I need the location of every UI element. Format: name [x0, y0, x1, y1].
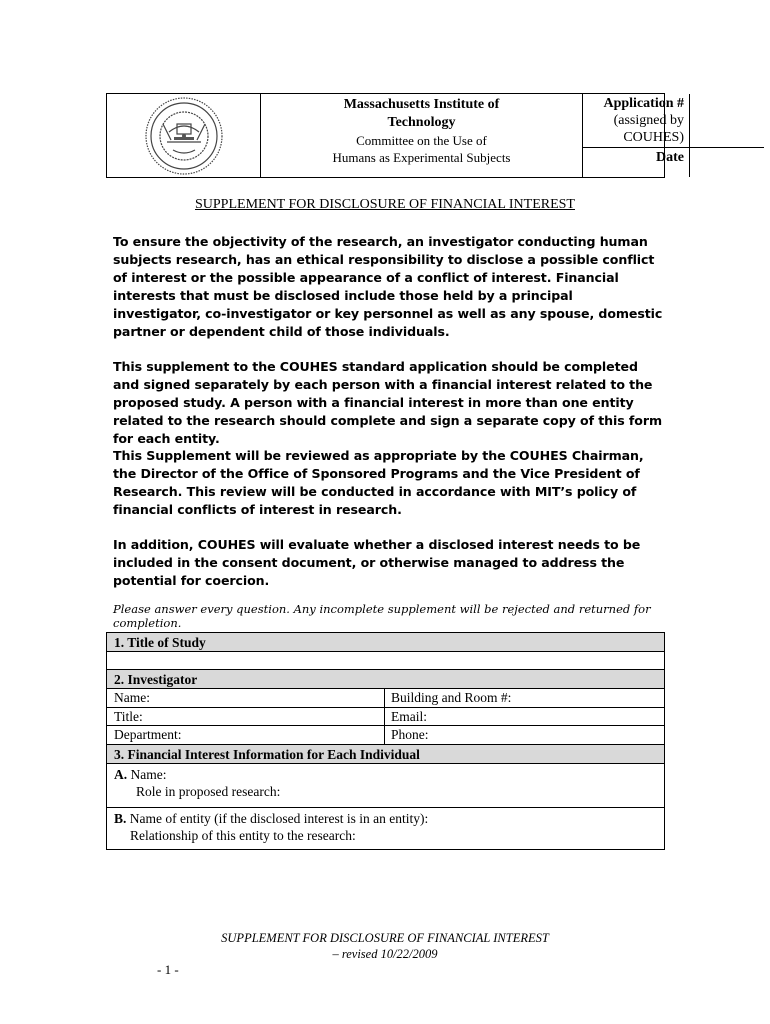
- application-number-line1: Application #: [603, 96, 684, 111]
- financial-interest-b[interactable]: [107, 808, 664, 849]
- instructions-note: Please answer every question. Any incomplete supplement will be rejected and returned for completion.: [113, 602, 651, 630]
- financial-interest-a[interactable]: [107, 764, 664, 808]
- application-number-line3: COUHES): [623, 130, 684, 145]
- section-financial-interest: 3. Financial Interest Information for Each Individual: [107, 745, 664, 764]
- investigator-row-title: [107, 708, 664, 727]
- mit-seal-cell: [107, 94, 261, 177]
- document-title: SUPPLEMENT FOR DISCLOSURE OF FINANCIAL INTEREST: [195, 197, 575, 212]
- paragraph-consent: In addition, COUHES will evaluate whether a disclosed interest needs to be included in the consent document, or otherwise managed to address the potential for coercion.: [113, 537, 641, 588]
- header-table: [106, 93, 684, 178]
- phone-field[interactable]: Phone:: [391, 727, 429, 742]
- date-label: Date: [583, 148, 690, 177]
- date-field[interactable]: [690, 148, 764, 177]
- institution-cell: [261, 94, 583, 177]
- footer-line1: SUPPLEMENT FOR DISCLOSURE OF FINANCIAL INTEREST: [221, 931, 549, 945]
- committee-line2: Humans as Experimental Subjects: [332, 150, 511, 165]
- building-room-field[interactable]: Building and Room #:: [391, 690, 512, 705]
- paragraph-supplement: This supplement to the COUHES standard application should be completed and signed separately by each person with a financial interest related to the proposed study. A person with a financial interest in more than one entity related to the research should complete and sign a separate copy of this form for each entity.: [113, 359, 662, 446]
- footer-line2: – revised 10/22/2009: [332, 947, 438, 961]
- page-footer: [0, 930, 770, 962]
- investigator-row-department: [107, 726, 664, 745]
- department-field[interactable]: Department:: [107, 726, 385, 744]
- email-field[interactable]: Email:: [391, 708, 427, 724]
- mit-seal-logo: [107, 94, 261, 177]
- institution-name-line2: Technology: [387, 115, 456, 130]
- item-a-name-label: Name:: [130, 766, 167, 782]
- title-of-study-field[interactable]: [107, 652, 664, 670]
- item-b-label: B.: [114, 810, 127, 826]
- page-number: - 1 -: [157, 962, 179, 977]
- item-a-role-label: Role in proposed research:: [136, 784, 281, 799]
- investigator-title-field[interactable]: Title:: [107, 708, 385, 726]
- investigator-name-field[interactable]: Name:: [107, 689, 385, 707]
- investigator-row-name: [107, 689, 664, 708]
- institution-name-line1: Massachusetts Institute of: [343, 97, 500, 112]
- disclosure-form-table: [106, 632, 665, 850]
- item-a-label: A.: [114, 766, 128, 782]
- section-investigator: 2. Investigator: [107, 670, 664, 689]
- item-b-relationship-label: Relationship of this entity to the research:: [130, 828, 356, 843]
- application-number-label: [583, 94, 690, 148]
- paragraph-objectivity: To ensure the objectivity of the research, an investigator conducting human subjects research, has an ethical responsibility to disclose a possible conflict of interest or the possible appearance of a conflict of interest. Financial interests that must be disclosed include those held by a principal investigator, co-investigator or key personnel as well as any spouse, domestic partner or dependent child of those individuals.: [113, 234, 663, 339]
- section-title-of-study: 1. Title of Study: [107, 633, 664, 652]
- paragraph-review: This Supplement will be reviewed as appropriate by the COUHES Chairman, the Director of the Office of Sponsored Programs and the Vice President of Research. This review will be conducted in accordance with MIT’s policy of financial conflicts of interest in research.: [113, 448, 644, 517]
- committee-line1: Committee on the Use of: [356, 133, 487, 148]
- item-b-entity-label: Name of entity (if the disclosed interest is in an entity):: [129, 810, 429, 826]
- application-number-field[interactable]: [690, 94, 764, 148]
- application-number-line2: (assigned by: [613, 113, 684, 128]
